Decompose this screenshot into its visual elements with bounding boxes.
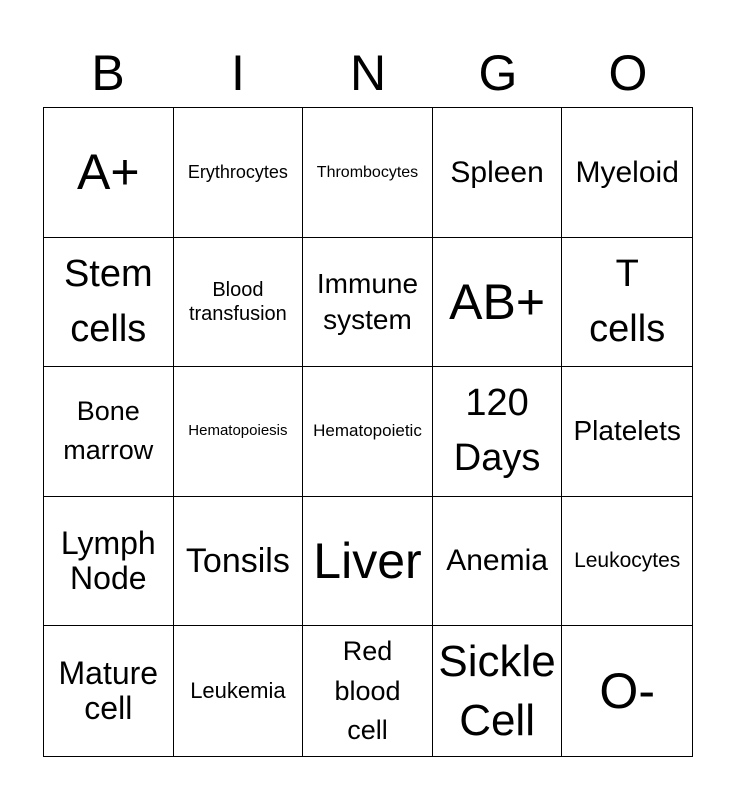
cell-label: O- (599, 662, 655, 719)
cell-label: Bone marrow (63, 396, 154, 466)
bingo-cell[interactable] (174, 497, 304, 627)
cell-label: Hematopoietic (313, 421, 422, 441)
bingo-cell[interactable] (44, 238, 174, 368)
cell-label: T cells (589, 252, 666, 350)
header-letter-i: I (231, 45, 245, 101)
bingo-cell[interactable] (562, 367, 692, 497)
header-letter-g: G (478, 45, 518, 101)
bingo-cell[interactable] (174, 626, 304, 756)
bingo-cell[interactable] (303, 367, 433, 497)
bingo-cell[interactable] (433, 367, 563, 497)
cell-label: Sickle Cell (438, 636, 556, 746)
bingo-cell[interactable] (303, 238, 433, 368)
cell-label: Liver (313, 532, 422, 589)
cell-label: AB+ (449, 273, 546, 330)
cell-label: Spleen (450, 155, 544, 189)
bingo-cell[interactable] (562, 626, 692, 756)
bingo-cell[interactable] (433, 108, 563, 238)
bingo-cell[interactable] (303, 626, 433, 756)
bingo-cell[interactable] (303, 497, 433, 627)
bingo-cell[interactable] (174, 238, 304, 368)
bingo-cell[interactable] (433, 626, 563, 756)
bingo-cell[interactable] (562, 238, 692, 368)
cell-label: Thrombocytes (316, 163, 419, 181)
bingo-cell[interactable] (562, 497, 692, 627)
bingo-cell[interactable] (44, 367, 174, 497)
cell-label: Red blood cell (334, 636, 401, 745)
cell-label: Tonsils (185, 541, 290, 580)
bingo-cell[interactable] (44, 108, 174, 238)
bingo-cell[interactable] (174, 367, 304, 497)
cell-label: 120 Days (453, 382, 541, 480)
bingo-cell[interactable] (303, 108, 433, 238)
cell-label: Anemia (446, 544, 548, 578)
header-letter-n: N (349, 45, 387, 101)
bingo-cell[interactable] (433, 238, 563, 368)
cell-label: Erythrocytes (187, 161, 288, 182)
header-letter-o: O (608, 45, 648, 101)
cell-label: Leukocytes (574, 549, 681, 573)
bingo-cell[interactable] (44, 497, 174, 627)
cell-label: Hematopoiesis (188, 422, 288, 440)
cell-label: Blood transfusion (188, 278, 287, 325)
bingo-cell[interactable] (433, 497, 563, 627)
cell-label: Leukemia (190, 677, 286, 703)
bingo-header (43, 42, 693, 104)
cell-label: Immune system (316, 267, 419, 335)
cell-label: Stem cells (63, 252, 153, 350)
bingo-cell[interactable] (562, 108, 692, 238)
cell-label: Mature cell (58, 655, 159, 727)
bingo-cell[interactable] (44, 626, 174, 756)
cell-label: Lymph Node (60, 524, 156, 597)
header-letter-b: B (91, 45, 125, 101)
cell-label: A+ (77, 144, 140, 201)
cell-label: Myeloid (575, 155, 679, 189)
bingo-board (43, 107, 693, 757)
bingo-cell[interactable] (174, 108, 304, 238)
cell-label: Platelets (573, 415, 681, 447)
